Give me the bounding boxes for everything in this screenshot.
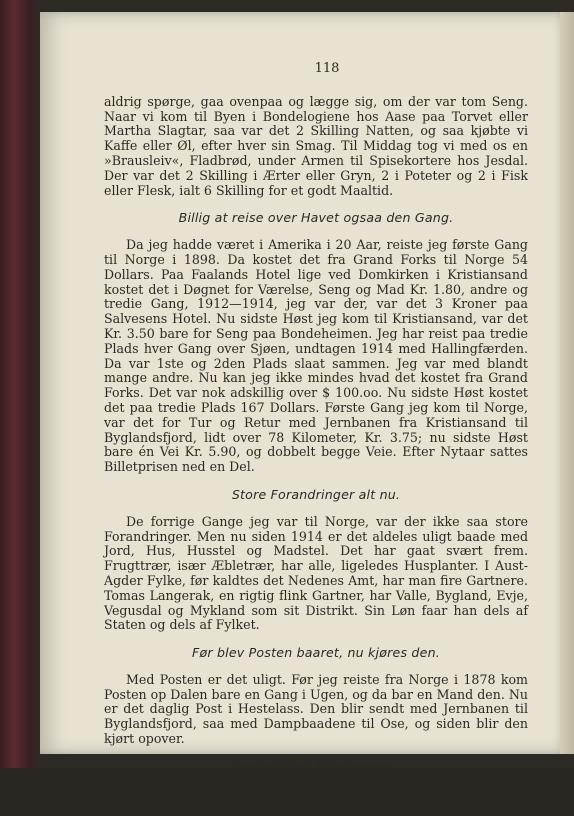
paragraph-4: Med Posten er det uligt. Før jeg reiste fra Norge i 1878 kom Posten op Dalen bare en Gang i Ugen, og da bar en Mand den. Nu er det daglig Post i Hestelass. Den blir sendt med Jernbanen til Byglandsfjord, saa med Dampbaadene til Ose, og siden blir den kjørt opover. (104, 671, 528, 747)
page-content (104, 95, 528, 816)
section-heading-4: Pengeflom i Krigsaarene. (234, 758, 398, 774)
paragraph-2: Da jeg hadde været i Amerika i 20 Aar, reiste jeg første Gang til Norge i 1898. Da kostet det fra Grand Forks til Norge 54 Dollars. Paa Faalands Hotel lige ved Domkirken i Kristiansand kostet det i Døgnet for Værelse, Seng og Mad Kr. 1.80, andre og tredie Gang, 1912—1914, jeg var der, var det 3 Kroner paa Salvesens Hotel. Nu sidste Høst jeg kom til Kristiansand, var det Kr. 3.50 bare for Seng paa Bondeheimen. Jeg har reist paa tredie Plads hver Gang over Sjøen, undtagen 1914 med Hallingfærden. Da var 1ste og 2den Plads slaat sammen. Jeg var med blandt mange andre. Nu kan jeg ikke mindes hvad det kostet fra Grand Forks. Det var nok adskillig over $ 100.oo. Nu sidste Høst kostet det paa tredie Plads 167 Dollars. Første Gang jeg kom til Norge, var det for Tur og Retur med Jernbanen fra Kristiansand til Byglandsfjord, lidt over 78 Kilometer, Kr. 3.75; nu sidste Høst bare én Vei Kr. 5.90, og dobbelt begge Veie. Efter Nytaar sattes Billetprisen ned en Del. (104, 237, 528, 475)
paragraph-3: De forrige Gange jeg var til Norge, var der ikke saa store Forandringer. Men nu siden 1914 er det aldeles uligt baade med Jord, Hus, Husstel og Madstel. Det har gaat svært frem. Frugttrær, især Æbletrær, har alle, ligeledes Husplanter. I Aust-Agder Fylke, før kaldtes det Nedenes Amt, har man fire Gartnere. Tomas Langerak, en rigtig flink Gartner, har Valle, Bygland, Evje, Vegusdal og Mykland som sit Distrikt. Sin Løn faar han dels af Staten og dels af Fylket. (104, 513, 528, 633)
page-text (104, 62, 528, 816)
paragraph-5: I Krigsaarene og nogle Aar efter kom der saa mange Penge til Norge, at de vidste mest ikke, hvad de skulde gjøre med dem. (104, 785, 528, 816)
paragraph-1: aldrig spørge, gaa ovenpaa og lægge sig, om der var tom Seng. Naar vi kom til Byen i Bondelogiene hos Aase paa Torvet eller Martha Slagtar, saa var det 2 Skilling Natten, og saa kjøbte vi Kaffe eller Øl, efter hver sin Smag. Til Middag tog vi med os en »Brausleiv«, Fladbrød, under Armen til Spisekortere hos Jesdal. Der var det 2 Skilling i Ærter eller Gryn, 2 i Poteter og 2 i Fisk eller Flesk, ialt 6 Skilling for et godt Maaltid. (104, 93, 528, 198)
section-heading-2: Store Forandringer alt nu. (231, 486, 401, 502)
section-heading-1: Billig at reise over Havet ogsaa den Gang. (178, 210, 454, 226)
section-heading-3: Før blev Posten baaret, nu kjøres den. (192, 645, 440, 661)
page-number: 118 (314, 61, 340, 76)
page-edge (560, 12, 574, 754)
